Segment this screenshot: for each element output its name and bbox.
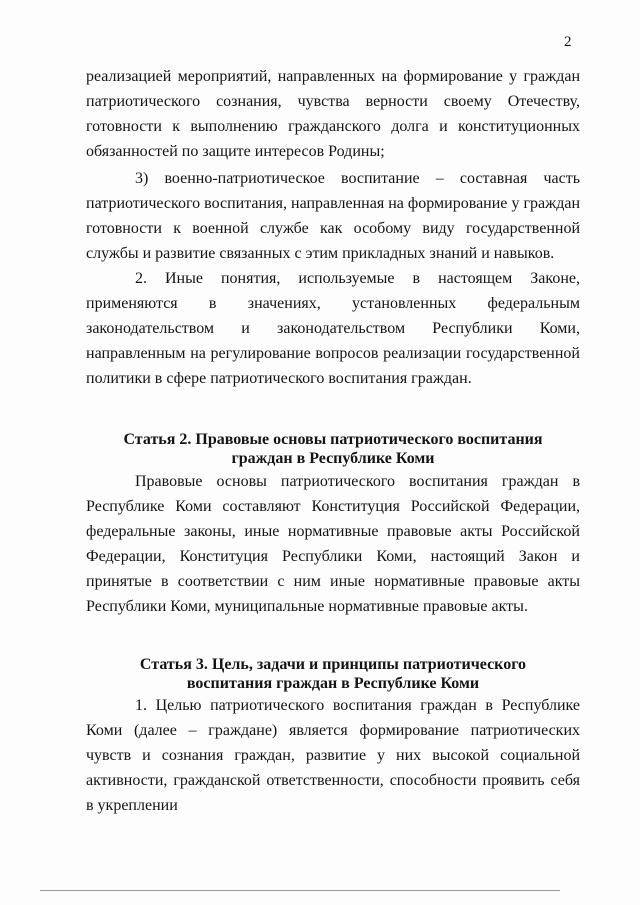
article-3-heading [86,655,580,693]
page-number: 2 [564,34,572,50]
paragraph-definition-continuation: реализацией мероприятий, направленных на формирование у граждан патриотического сознания, чувства верности своему Отечеству, готовности к выполнению гражданского долга и конституционных обязанностей по защите интересов Родины; [86,68,580,160]
paragraph-military-patriotic-definition: 3) военно-патриотическое воспитание – составная часть патриотического воспитания, направленная на формирование у граждан готовности к военной службе как особому виду государственной службы и развитие связанных с этим прикладных знаний и навыков. [86,170,580,262]
article-3-text: 1. Целью патриотического воспитания граждан в Республике Коми (далее – граждане) является формирование патриотических чувств и сознания граждан, развитие у них высокой социальной активности, гражданской ответственности, способности проявить себя в укреплении [86,697,580,814]
article-3-heading-line1: Статья 3. Цель, задачи и принципы патриотического [139,656,527,673]
article-2-heading-line1: Статья 2. Правовые основы патриотического воспитания [123,431,543,448]
paragraph-other-terms: 2. Иные понятия, используемые в настоящем Законе, применяются в значениях, установленных федеральным законодательством и законодательством Республики Коми, направленным на регулирование вопросов реализации государственной политики в сфере патриотического воспитания граждан. [86,270,580,387]
article-3-heading-line2: воспитания граждан в Республике Коми [186,675,480,692]
scan-artifact-line [40,890,560,891]
article-2-heading-line2: граждан в Республике Коми [231,450,435,467]
article-2-text: Правовые основы патриотического воспитания граждан в Республике Коми составляют Конституция Российской Федерации, федеральные законы, иные нормативные правовые акты Российской Федерации, Конституция Республики Коми, настоящий Закон и принятые в соответствии с ним иные нормативные правовые акты Республики Коми, муниципальные нормативные правовые акты. [86,473,580,615]
article-2-heading [86,430,580,468]
